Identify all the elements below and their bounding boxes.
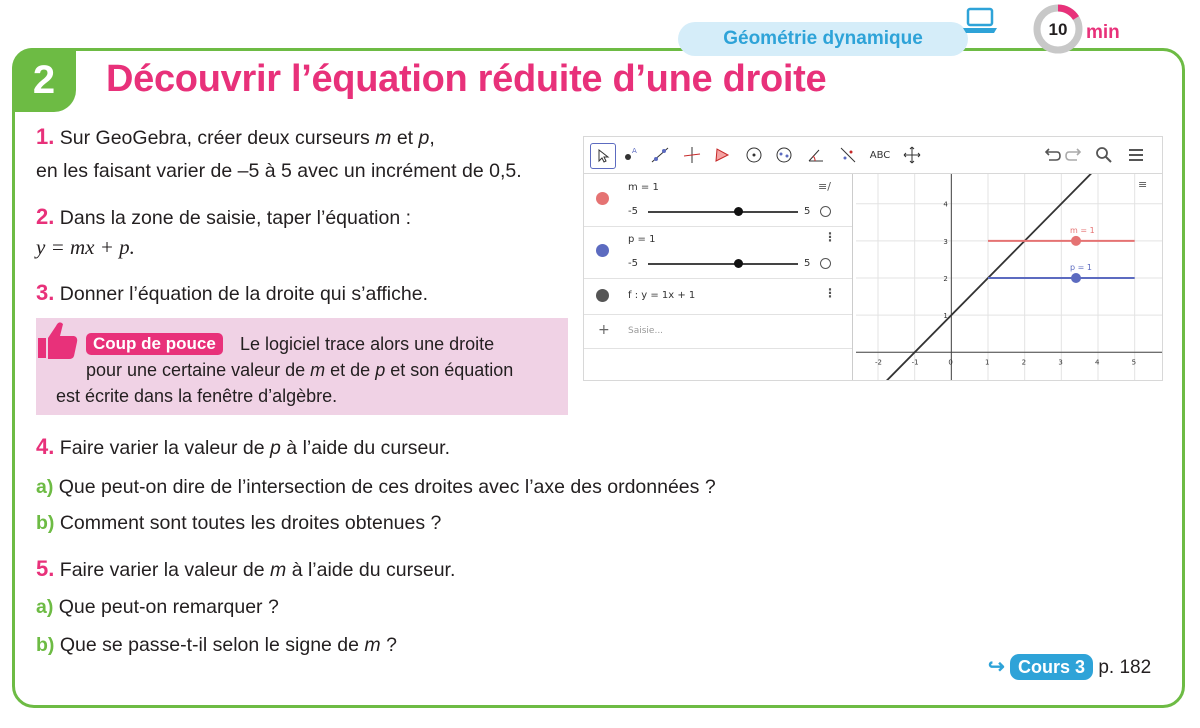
exercise-number: 2 <box>12 48 76 112</box>
undo-icon[interactable] <box>1040 143 1064 167</box>
slider-p-label: p = 1 <box>628 234 656 245</box>
hint-badge: Coup de pouce <box>86 333 223 355</box>
page-title: Découvrir l’équation réduite d’une droite <box>106 58 827 100</box>
x-tick-label: 2 <box>1021 358 1027 367</box>
question-text: Sur GeoGebra, créer deux curseurs <box>54 127 376 149</box>
slider-m-max: 5 <box>804 206 811 217</box>
algebra-input-row[interactable] <box>584 314 852 349</box>
y-tick-label: 4 <box>943 200 948 209</box>
question-number: 1. <box>36 124 55 149</box>
var-m: m <box>310 360 326 380</box>
hint-line-2 <box>86 357 513 383</box>
question-text: Donner l’équation de la droite qui s’affiche. <box>54 283 428 305</box>
geogebra-window <box>583 136 1163 381</box>
question-1-line2: en les faisant varier de –5 à 5 avec un incrément de 0,5. <box>36 160 522 182</box>
slider-m-label: m = 1 <box>628 182 659 193</box>
slider-p-max: 5 <box>804 258 811 269</box>
slider-m-knob[interactable] <box>734 207 743 216</box>
question-text: Que se passe-t-il selon le signe de <box>54 634 365 656</box>
category-pill: Géométrie dynamique <box>678 22 968 56</box>
slider-graph-knob <box>1071 236 1081 246</box>
algebra-row-p[interactable] <box>584 226 852 279</box>
sub-question-label: b) <box>36 512 55 534</box>
redo-icon[interactable] <box>1062 143 1086 167</box>
more-icon[interactable]: ⋮ <box>824 286 836 300</box>
var-p: p <box>418 127 430 149</box>
reflect-tool-icon[interactable] <box>836 143 860 167</box>
perpendicular-tool-icon[interactable] <box>680 143 704 167</box>
arrow-icon: ↪ <box>988 656 1005 678</box>
slider-p-knob[interactable] <box>734 259 743 268</box>
play-icon[interactable] <box>820 206 831 217</box>
question-2 <box>36 204 411 231</box>
question-text: Faire varier la valeur de <box>54 559 271 581</box>
cours-badge[interactable]: Cours 3 <box>1010 654 1093 680</box>
x-tick-label: 5 <box>1131 358 1137 367</box>
text-tool[interactable]: ABC <box>869 149 891 161</box>
question-text: et <box>391 127 419 149</box>
svg-text:A: A <box>632 147 637 155</box>
slider-graph-label: p = 1 <box>1070 263 1092 272</box>
y-tick-label: 2 <box>943 275 948 283</box>
y-tick-label: 3 <box>943 237 948 246</box>
line-tool-icon[interactable] <box>648 143 672 167</box>
algebra-settings-icon[interactable]: ≡/ <box>818 180 831 193</box>
algebra-row-f[interactable] <box>584 278 852 315</box>
polygon-tool-icon[interactable] <box>710 143 734 167</box>
play-icon[interactable] <box>820 258 831 269</box>
function-label: f : y = 1x + 1 <box>628 290 696 301</box>
hint-line-3: est écrite dans la fenêtre d’algèbre. <box>56 386 338 406</box>
x-tick-label: 1 <box>985 358 990 367</box>
question-3 <box>36 280 428 307</box>
laptop-icon <box>960 6 1000 36</box>
x-tick-label: -2 <box>875 358 882 367</box>
slider-graph-knob <box>1071 273 1081 283</box>
question-text: Que peut-on remarquer ? <box>53 596 279 618</box>
slider-m-min: -5 <box>628 206 638 217</box>
algebra-view <box>584 174 853 381</box>
algebra-row-m[interactable] <box>584 174 852 227</box>
visibility-dot[interactable] <box>596 192 609 205</box>
slider-p-min: -5 <box>628 258 638 269</box>
question-text: Faire varier la valeur de <box>54 437 271 459</box>
x-tick-label: 0 <box>948 358 953 367</box>
sub-question-label: a) <box>36 596 54 618</box>
var-m: m <box>364 634 381 656</box>
question-text: , <box>429 127 435 149</box>
timer-value: 10 <box>1048 20 1068 39</box>
hint-text: et de <box>325 360 376 380</box>
hint-text: et son équation <box>385 360 514 380</box>
question-text: ? <box>380 634 397 656</box>
x-tick-label: 3 <box>1058 358 1063 367</box>
question-text: Que peut-on dire de l’intersection de ces droites avec l’axe des ordonnées ? <box>53 476 716 498</box>
hint-line-1: Le logiciel trace alors une droite <box>240 334 495 354</box>
question-4 <box>36 434 450 461</box>
ellipse-tool-icon[interactable] <box>772 143 796 167</box>
graphics-settings-icon: ≡ <box>1138 178 1148 191</box>
var-p: p <box>375 360 386 380</box>
equation: y = mx + p. <box>36 235 135 259</box>
more-icon[interactable]: ⋮ <box>824 230 836 244</box>
hint-text: pour une certaine valeur de <box>86 360 311 380</box>
x-tick-label: 4 <box>1095 358 1100 367</box>
question-number: 4. <box>36 434 55 459</box>
move-view-icon[interactable] <box>900 143 924 167</box>
question-text: Comment sont toutes les droites obtenues ? <box>54 512 442 534</box>
search-icon[interactable] <box>1092 143 1116 167</box>
course-reference[interactable] <box>988 654 1151 680</box>
question-number: 5. <box>36 556 55 581</box>
question-text: à l’aide du curseur. <box>280 437 450 459</box>
move-tool-icon[interactable] <box>590 143 616 169</box>
y-tick-label: 1 <box>943 312 948 321</box>
sub-question-label: a) <box>36 476 54 498</box>
question-number: 3. <box>36 280 55 305</box>
graphics-view[interactable] <box>856 174 1163 381</box>
question-number: 2. <box>36 204 55 229</box>
point-tool-icon[interactable] <box>618 143 642 167</box>
question-4b <box>36 510 441 536</box>
question-4a <box>36 474 716 500</box>
add-icon: + <box>598 322 610 338</box>
slider-m-track[interactable] <box>648 211 798 213</box>
slider-p-track[interactable] <box>648 263 798 265</box>
visibility-dot[interactable] <box>596 244 609 257</box>
question-1 <box>36 124 435 151</box>
question-5a <box>36 594 279 620</box>
circle-tool-icon[interactable] <box>742 143 766 167</box>
slider-graph-label: m = 1 <box>1070 225 1095 235</box>
question-5 <box>36 556 455 583</box>
thumbs-up-icon <box>36 318 80 362</box>
question-5b <box>36 632 397 658</box>
question-text: à l’aide du curseur. <box>286 559 456 581</box>
visibility-dot[interactable] <box>596 289 609 302</box>
var-m: m <box>270 559 287 581</box>
timer-unit: min <box>1086 22 1120 43</box>
x-tick-label: -1 <box>911 358 919 367</box>
input-field[interactable]: Saisie... <box>628 326 664 336</box>
angle-tool-icon[interactable] <box>804 143 828 167</box>
var-m: m <box>375 127 392 149</box>
sub-question-label: b) <box>36 634 55 656</box>
geogebra-toolbar <box>584 137 1163 174</box>
page-ref: p. 182 <box>1093 657 1152 678</box>
question-text: Dans la zone de saisie, taper l’équation : <box>54 207 411 229</box>
var-p: p <box>270 437 281 459</box>
menu-icon[interactable] <box>1124 143 1148 167</box>
